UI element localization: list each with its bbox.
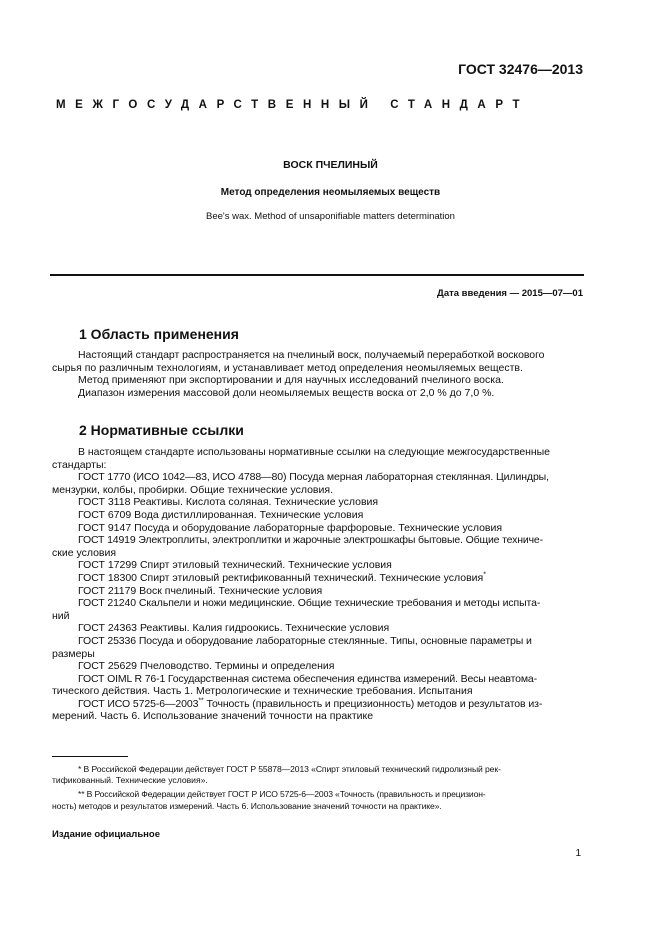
section-2-line: ГОСТ 9147 Посуда и оборудование лабораторные фарфоровые. Технические условия xyxy=(78,521,503,534)
section-2-line: ские условия xyxy=(52,546,117,559)
footnote-marker-2: ** xyxy=(198,697,204,705)
section-2-line: ГОСТ 17299 Спирт этиловый технический. Технические условия xyxy=(78,559,392,572)
section-1-line: Метод применяют при экспортировании и для научных исследований пчелиного воска. xyxy=(78,374,504,387)
section-2-heading: 2 Нормативные ссылки xyxy=(79,422,244,438)
section-2-line: ГОСТ OIML R 76-1 Государственная система обеспечения единства измерений. Весы неавтома- xyxy=(78,672,537,685)
footnote-1-line: * В Российской Федерации действует ГОСТ Р 55878—2013 «Спирт этиловый технический гидролизный рек- xyxy=(78,764,501,774)
section-2-line: размеры xyxy=(52,647,95,660)
section-2-line: мензурки, колбы, пробирки. Общие технические условия. xyxy=(52,483,333,496)
document-subtitle: Метод определения неомыляемых веществ xyxy=(220,187,441,198)
section-2-line: тического действия. Часть 1. Метрологические и технические требования. Испытания xyxy=(52,685,473,698)
document-english-title: Bee's wax. Method of unsaponifiable matters determination xyxy=(206,211,455,222)
section-2-line: ГОСТ 21240 Скальпели и ножи медицинские. Общие технические требования и методы испыта- xyxy=(78,597,541,610)
section-1-heading: 1 Область применения xyxy=(79,326,239,342)
introduction-date: Дата введения — 2015—07—01 xyxy=(437,288,583,299)
section-2-line: ГОСТ 6709 Вода дистиллированная. Технические условия xyxy=(78,508,364,521)
section-2-body xyxy=(52,446,584,723)
section-2-line: мерений. Часть 6. Использование значений точности на практике xyxy=(52,710,374,723)
section-2-line: ГОСТ 21179 Воск пчелиный. Технические условия xyxy=(78,584,323,597)
title-divider xyxy=(50,274,584,276)
section-1-line: сырья по различным технологиям, и устанавливает метод определения неомыляемых веществ. xyxy=(52,361,523,374)
footnotes xyxy=(52,764,584,812)
section-2-line: В настоящем стандарте использованы нормативные ссылки на следующие межгосударственные xyxy=(78,446,550,458)
section-2-line: стандарты: xyxy=(52,458,107,471)
footnote-2-line: ** В Российской Федерации действует ГОСТ Р ИСО 5725-6—2003 «Точность (правильность и прецизион- xyxy=(78,789,486,800)
standard-code: ГОСТ 32476—2013 xyxy=(458,61,583,77)
section-1-line: Диапазон измерения массовой доли неомыляемых веществ воска от 2,0 % до 7,0 %. xyxy=(78,386,495,399)
section-1-body xyxy=(52,349,584,399)
section-2-line: ГОСТ 1770 (ИСО 1042—83, ИСО 4788—80) Посуда мерная лабораторная стеклянная. Цилиндры, xyxy=(78,471,549,484)
footnote-1-line: тификованный. Технические условия». xyxy=(52,775,208,786)
document-title: ВОСК ПЧЕЛИНЫЙ xyxy=(283,159,378,171)
footnote-divider xyxy=(52,756,128,757)
section-2-line: ний xyxy=(52,609,70,622)
section-2-line: ГОСТ 3118 Реактивы. Кислота соляная. Технические условия xyxy=(78,496,379,509)
section-2-line xyxy=(52,698,584,711)
section-2-line: ГОСТ 24363 Реактивы. Калия гидроокись. Технические условия xyxy=(78,622,390,635)
section-1-line: Настоящий стандарт распространяется на пчелиный воск, получаемый переработкой воскового xyxy=(78,349,545,361)
section-2-line-text: ГОСТ 18300 Спирт этиловый ректификованный технический. Технические условия xyxy=(78,571,484,584)
footnote-2-line: ность) методов и результатов измерений. Часть 6. Использование значений точности на практике». xyxy=(52,800,442,811)
section-2-line: ГОСТ 25336 Посуда и оборудование лабораторные стеклянные. Типы, основные параметры и xyxy=(78,634,532,647)
section-2-line-text: ГОСТ ИСО 5725-6—2003 xyxy=(78,697,199,710)
section-2-line xyxy=(52,572,584,585)
page-number: 1 xyxy=(575,848,581,859)
section-2-line-text: Точность (правильность и прецизионность) методов и результатов из- xyxy=(206,697,543,710)
footnote-marker-1: * xyxy=(483,571,486,579)
official-edition-label: Издание официальное xyxy=(52,829,160,840)
section-2-line: ГОСТ 14919 Электроплиты, электроплитки и жарочные электрошкафы бытовые. Общие техниче- xyxy=(78,534,543,547)
section-2-line: ГОСТ 25629 Пчеловодство. Термины и определения xyxy=(78,660,335,673)
interstate-standard-label: МЕЖГОСУДАРСТВЕННЫЙ СТАНДАРТ xyxy=(56,99,530,111)
